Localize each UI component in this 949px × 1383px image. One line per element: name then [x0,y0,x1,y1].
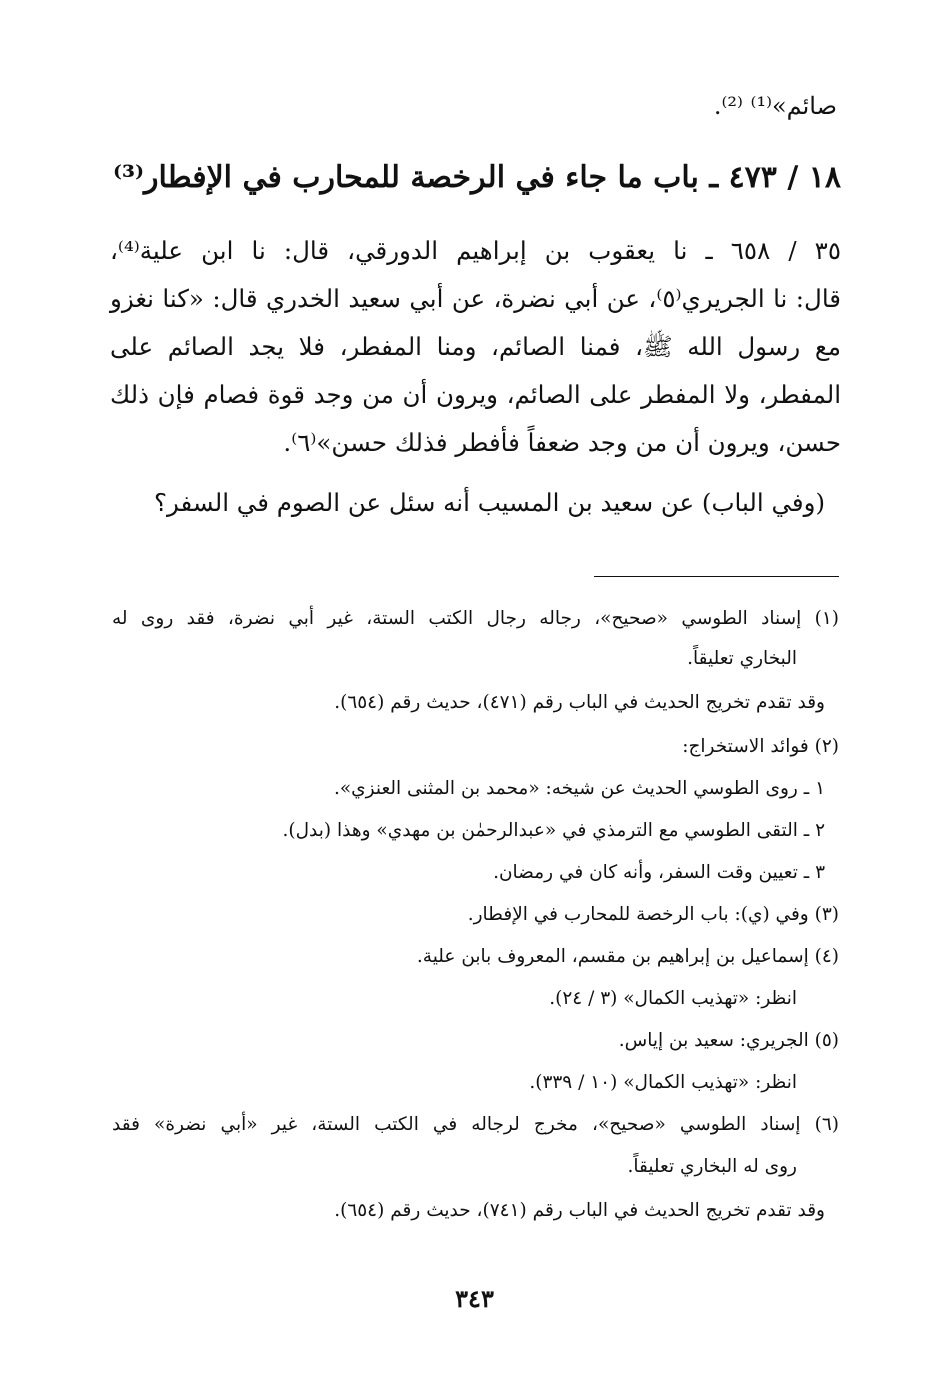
related-narration: (وفي الباب) عن سعيد بن المسيب أنه سئل عن الصوم في السفر؟ [153,488,825,517]
hadith-line: مع رسول الله ﷺ، فمنا الصائم، ومنا المفطر، فلا يجد الصائم على [110,332,841,361]
footnote-line: وقد تقدم تخريج الحديث في الباب رقم (٧٤١)، حديث رقم (٦٥٤). [334,1200,825,1221]
footnote-line: ١ ـ روى الطوسي الحديث عن شيخه: «محمد بن المثنى العنزي». [333,778,825,799]
page-number: ٣٤٣ [455,1284,494,1313]
footnote-line: ٢ ـ التقى الطوسي مع الترمذي في «عبدالرحمٰن بن مهدي» وهذا (بدل). [282,820,825,841]
footnote-line: (٦) إسناد الطوسي «صحيح»، مخرج لرجاله في الكتب الستة، غير «أبي نضرة» فقد [112,1114,839,1135]
footnote-line: (١) إسناد الطوسي «صحيح»، رجاله رجال الكتب الستة، غير أبي نضرة، فقد روى له [112,608,839,629]
footnote-line: (٣) وفي (ي): باب الرخصة للمحارب في الإفطار. [467,904,839,925]
footnote-divider [594,576,839,577]
hadith-line: المفطر، ولا المفطر على الصائم، ويرون أن من وجد قوة فصام فإن ذلك [110,380,841,409]
footnote-line: البخاري تعليقاً. [687,648,797,669]
footnote-line: انظر: «تهذيب الكمال» (١٠ / ٣٣٩). [529,1072,797,1093]
footnote-line: (٥) الجريري: سعيد بن إياس. [618,1030,839,1051]
continuation-line: صائم»⁽¹⁾ ⁽²⁾. [713,92,837,120]
hadith-line: ٣٥ / ٦٥٨ ـ نا يعقوب بن إبراهيم الدورقي، قال: نا ابن علية⁽⁴⁾، [110,236,841,265]
hadith-line: حسن، ويرون أن من وجد ضعفاً فأفطر فذلك حسن»⁽٦⁾. [283,428,841,457]
footnote-line: وقد تقدم تخريج الحديث في الباب رقم (٤٧١)، حديث رقم (٦٥٤). [334,692,825,713]
footnote-line: انظر: «تهذيب الكمال» (٣ / ٢٤). [549,988,797,1009]
footnote-line: (٤) إسماعيل بن إبراهيم بن مقسم، المعروف بابن علية. [416,946,839,967]
chapter-heading: ١٨ / ٤٧٣ ـ باب ما جاء في الرخصة للمحارب في الإفطار⁽³⁾ [112,160,841,195]
footnote-line: ٣ ـ تعيين وقت السفر، وأنه كان في رمضان. [493,862,825,883]
footnote-line: (٢) فوائد الاستخراج: [682,736,839,757]
footnote-line: روى له البخاري تعليقاً. [627,1156,797,1177]
hadith-line: قال: نا الجريري⁽٥⁾، عن أبي نضرة، عن أبي سعيد الخدري قال: «كنا نغزو [110,284,841,313]
